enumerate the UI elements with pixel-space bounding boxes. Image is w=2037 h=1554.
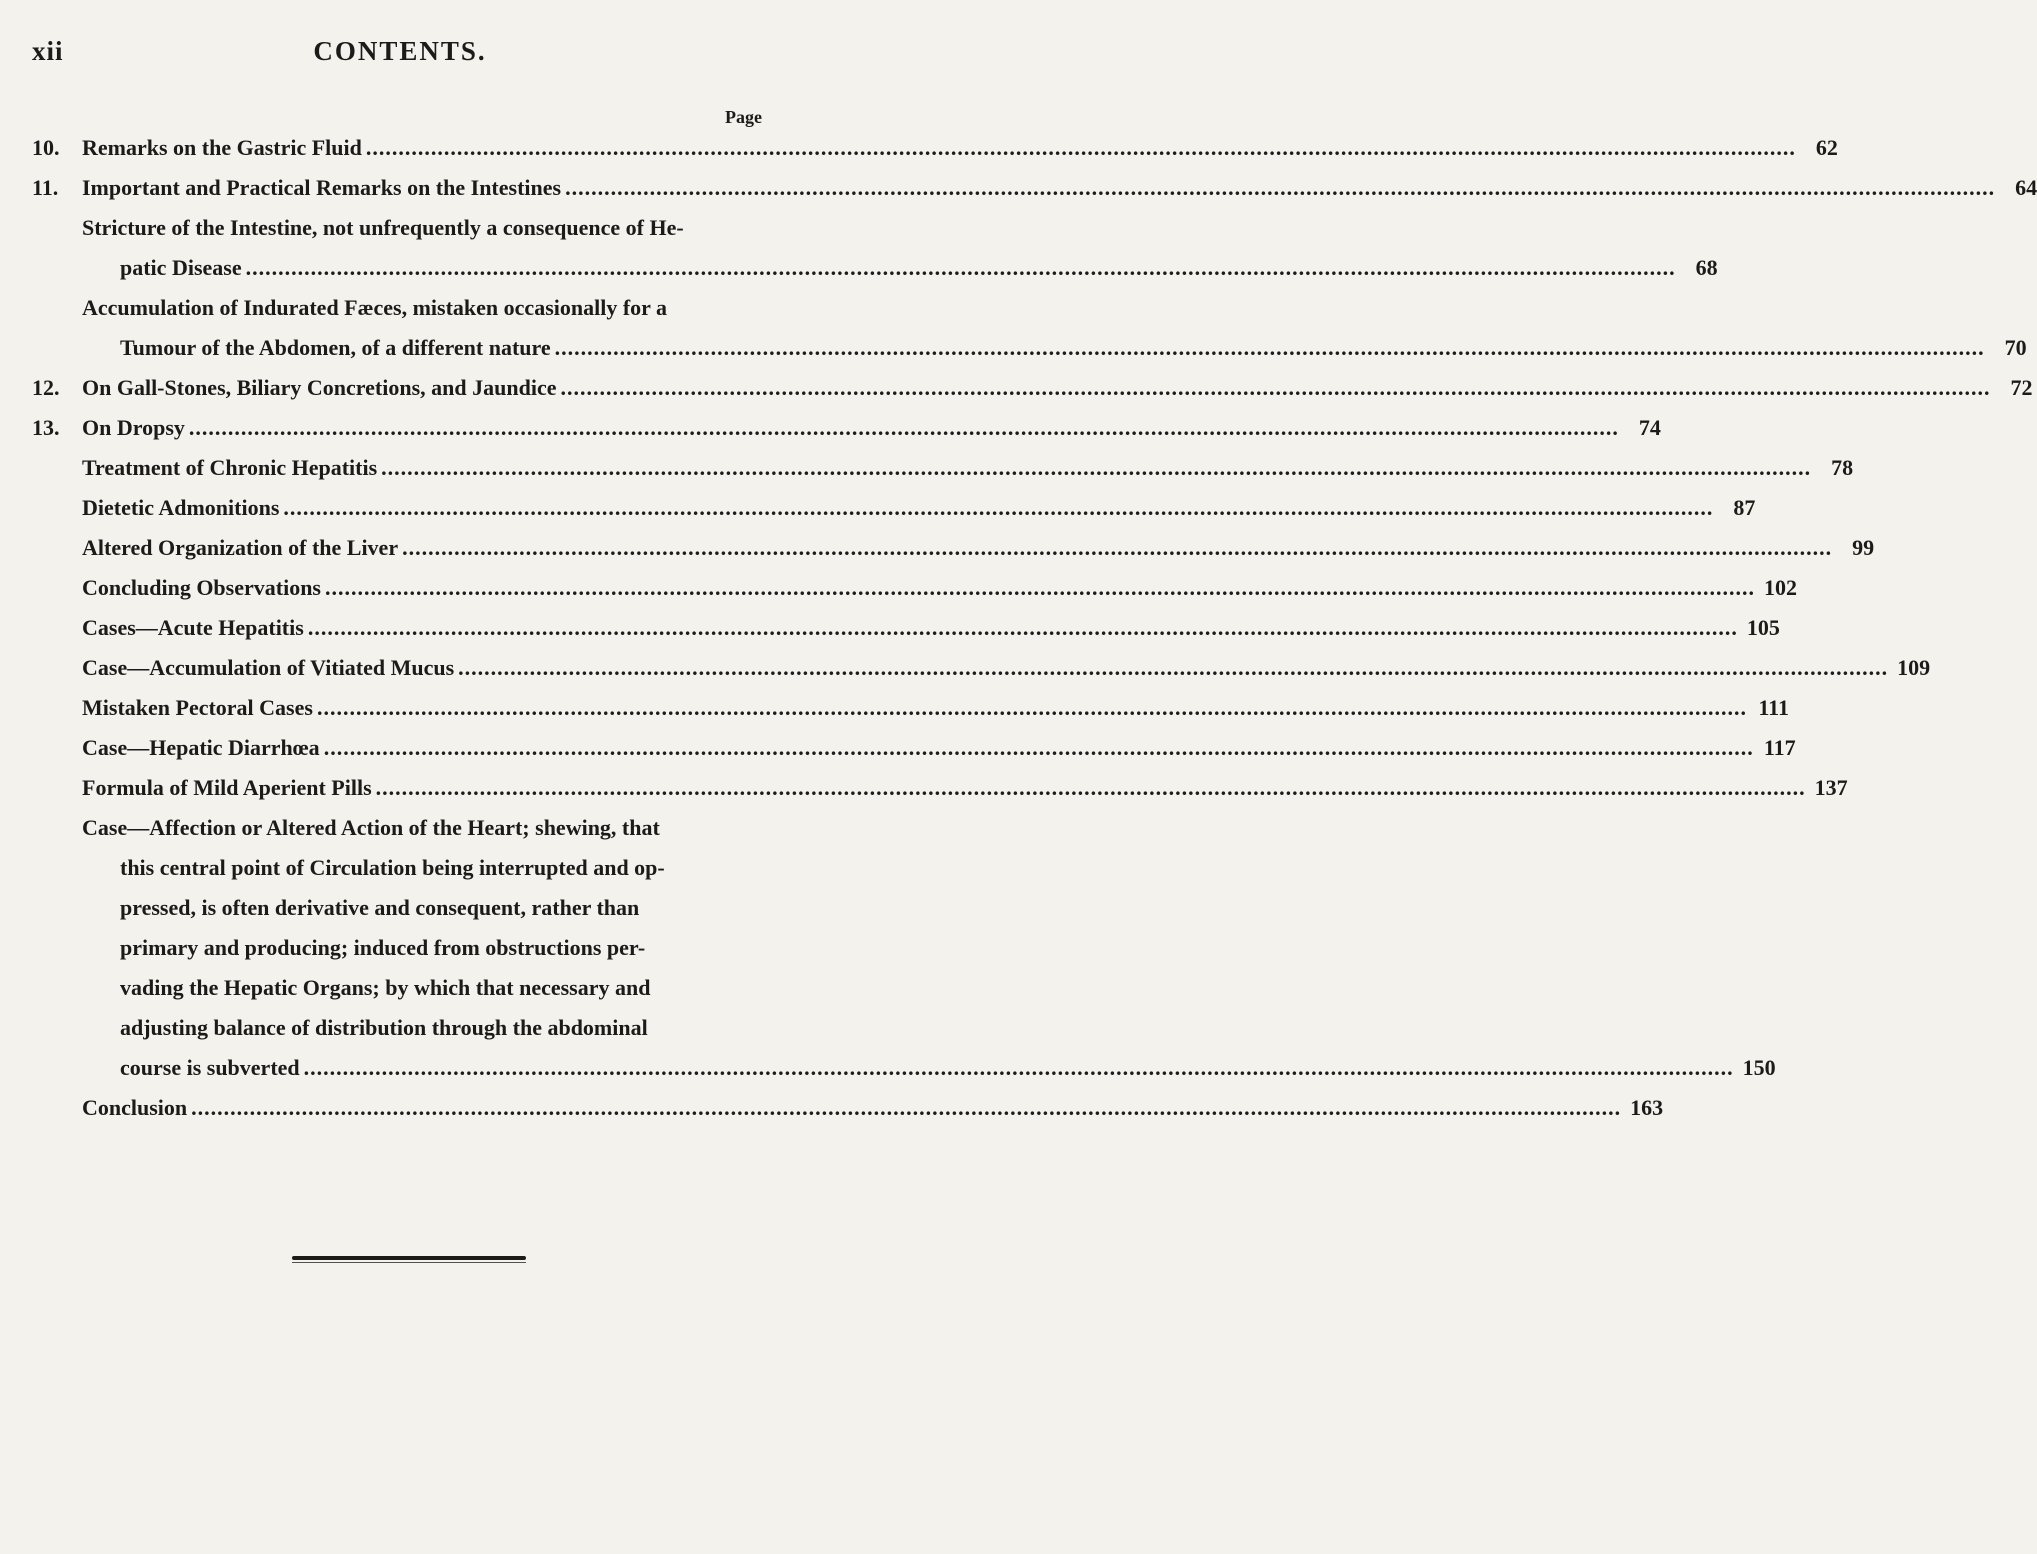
page-number: 111 — [1758, 695, 1789, 720]
entry-number: 10. — [32, 135, 60, 160]
entry-title: patic Disease — [120, 255, 242, 280]
entry-title: Altered Organization of the Liver — [82, 535, 399, 560]
page-number: 74 — [1638, 415, 1661, 440]
entry-line — [82, 288, 768, 328]
toc-entry — [0, 768, 1848, 808]
dot-leader: ............................................................................................................................................................................................................................ — [188, 415, 1619, 440]
entry-line — [120, 328, 2027, 368]
entry-number: 11. — [32, 175, 59, 200]
entry-line — [82, 168, 2037, 208]
entry-title: Case—Accumulation of Vitiated Mucus — [82, 655, 455, 680]
dot-leader: ............................................................................................................................................................................................................................ — [554, 335, 1985, 360]
toc-entry — [0, 1088, 1664, 1128]
entry-line — [82, 808, 768, 848]
entry-line — [82, 608, 1780, 648]
page-number: 68 — [1695, 255, 1718, 280]
page-folio: xii — [32, 36, 64, 66]
entry-line — [120, 248, 1718, 288]
dot-leader: ............................................................................................................................................................................................................................ — [316, 695, 1747, 720]
entry-title: Remarks on the Gastric Fluid — [82, 135, 362, 160]
entry-title: Case—Affection or Altered Action of the Heart; shewing, that — [82, 815, 660, 840]
entry-line — [82, 408, 1661, 448]
entry-title: Cases—Acute Hepatitis — [82, 615, 304, 640]
entry-title: vading the Hepatic Organs; by which that necessary and — [120, 975, 651, 1000]
closing-rule-thin — [292, 1262, 526, 1263]
dot-leader: ............................................................................................................................................................................................................................ — [458, 655, 1889, 680]
toc-entry — [0, 208, 1718, 288]
entry-line — [82, 448, 1854, 488]
entry-line — [82, 128, 1838, 168]
toc-entry — [0, 728, 1796, 768]
entry-number: 12. — [32, 375, 60, 400]
page-number: 102 — [1764, 575, 1797, 600]
entry-line — [120, 928, 768, 968]
dot-leader: ............................................................................................................................................................................................................................ — [365, 135, 1796, 160]
entry-line — [120, 1008, 768, 1048]
toc-entry — [0, 688, 1789, 728]
page-number: 87 — [1733, 495, 1756, 520]
entry-line — [82, 1088, 1664, 1128]
entry-title: Tumour of the Abdomen, of a different nature — [120, 335, 551, 360]
entry-title: Formula of Mild Aperient Pills — [82, 775, 372, 800]
entry-title: Mistaken Pectoral Cases — [82, 695, 313, 720]
dot-leader: ............................................................................................................................................................................................................................ — [402, 535, 1833, 560]
toc-entry — [0, 568, 1797, 608]
entry-title: On Gall-Stones, Biliary Concretions, and Jaundice — [82, 375, 557, 400]
dot-leader: ............................................................................................................................................................................................................................ — [307, 615, 1738, 640]
entry-title: Stricture of the Intestine, not unfrequently a consequence of He- — [82, 215, 684, 240]
toc-entry — [0, 448, 1854, 488]
dot-leader: ............................................................................................................................................................................................................................ — [283, 495, 1714, 520]
entry-line — [120, 1048, 1776, 1088]
toc-entry — [0, 608, 1780, 648]
toc-entry — [0, 368, 2033, 408]
dot-leader: ............................................................................................................................................................................................................................ — [560, 375, 1991, 400]
toc-entry — [0, 128, 1838, 168]
entry-line — [82, 368, 2033, 408]
entry-title: this central point of Circulation being interrupted and op- — [120, 855, 665, 880]
page-number: 78 — [1831, 455, 1854, 480]
entry-line — [82, 728, 1796, 768]
toc-entry — [0, 808, 1776, 1088]
dot-leader: ............................................................................................................................................................................................................................ — [565, 175, 1996, 200]
page-number: 72 — [2010, 375, 2033, 400]
closing-rule — [292, 1256, 526, 1260]
entry-title: Accumulation of Indurated Fæces, mistaken occasionally for a — [82, 295, 668, 320]
entry-title: On Dropsy — [82, 415, 185, 440]
dot-leader: ............................................................................................................................................................................................................................ — [303, 1055, 1734, 1080]
page-number: 99 — [1852, 535, 1875, 560]
entry-line — [82, 528, 1875, 568]
toc-entry — [0, 488, 1756, 528]
page-number: 150 — [1742, 1055, 1776, 1080]
entry-line — [82, 568, 1797, 608]
dot-leader: ............................................................................................................................................................................................................................ — [245, 255, 1676, 280]
entry-title: Concluding Observations — [82, 575, 321, 600]
entry-line — [82, 648, 1931, 688]
toc-entry — [0, 528, 1875, 568]
dot-leader: ............................................................................................................................................................................................................................ — [191, 1095, 1622, 1120]
page-number: 105 — [1746, 615, 1780, 640]
page-number: 137 — [1814, 775, 1848, 800]
entry-title: adjusting balance of distribution through the abdominal — [120, 1015, 648, 1040]
entry-title: Case—Hepatic Diarrhœa — [82, 735, 320, 760]
page-number: 163 — [1630, 1095, 1664, 1120]
dot-leader: ............................................................................................................................................................................................................................ — [375, 775, 1806, 800]
entry-title: pressed, is often derivative and consequent, rather than — [120, 895, 640, 920]
entry-line — [120, 888, 768, 928]
entry-line — [120, 968, 768, 1008]
page-number: 70 — [2004, 335, 2027, 360]
page-number: 62 — [1815, 135, 1838, 160]
entry-title: Dietetic Admonitions — [82, 495, 280, 520]
toc-entry — [0, 648, 1931, 688]
entry-line — [120, 848, 768, 888]
page-title: CONTENTS. — [313, 36, 487, 66]
entry-title: course is subverted — [120, 1055, 300, 1080]
entry-title: Important and Practical Remarks on the Intestines — [82, 175, 562, 200]
entry-line — [82, 688, 1789, 728]
dot-leader: ............................................................................................................................................................................................................................ — [325, 575, 1755, 600]
toc-entry — [0, 288, 2027, 368]
page-column-label: Page — [725, 107, 762, 127]
dot-leader: ............................................................................................................................................................................................................................ — [323, 735, 1754, 760]
page-number: 117 — [1763, 735, 1796, 760]
entry-line — [82, 488, 1756, 528]
page-number: 109 — [1897, 655, 1931, 680]
entry-title: Treatment of Chronic Hepatitis — [82, 455, 378, 480]
toc-entry — [0, 408, 1661, 448]
entry-line — [82, 768, 1848, 808]
entry-title: primary and producing; induced from obstructions per- — [120, 935, 646, 960]
entry-line — [82, 208, 768, 248]
dot-leader: ............................................................................................................................................................................................................................ — [381, 455, 1812, 480]
page-number: 64 — [2015, 175, 2037, 200]
toc-entry — [0, 168, 2037, 208]
entry-title: Conclusion — [82, 1095, 188, 1120]
entry-number: 13. — [32, 415, 60, 440]
